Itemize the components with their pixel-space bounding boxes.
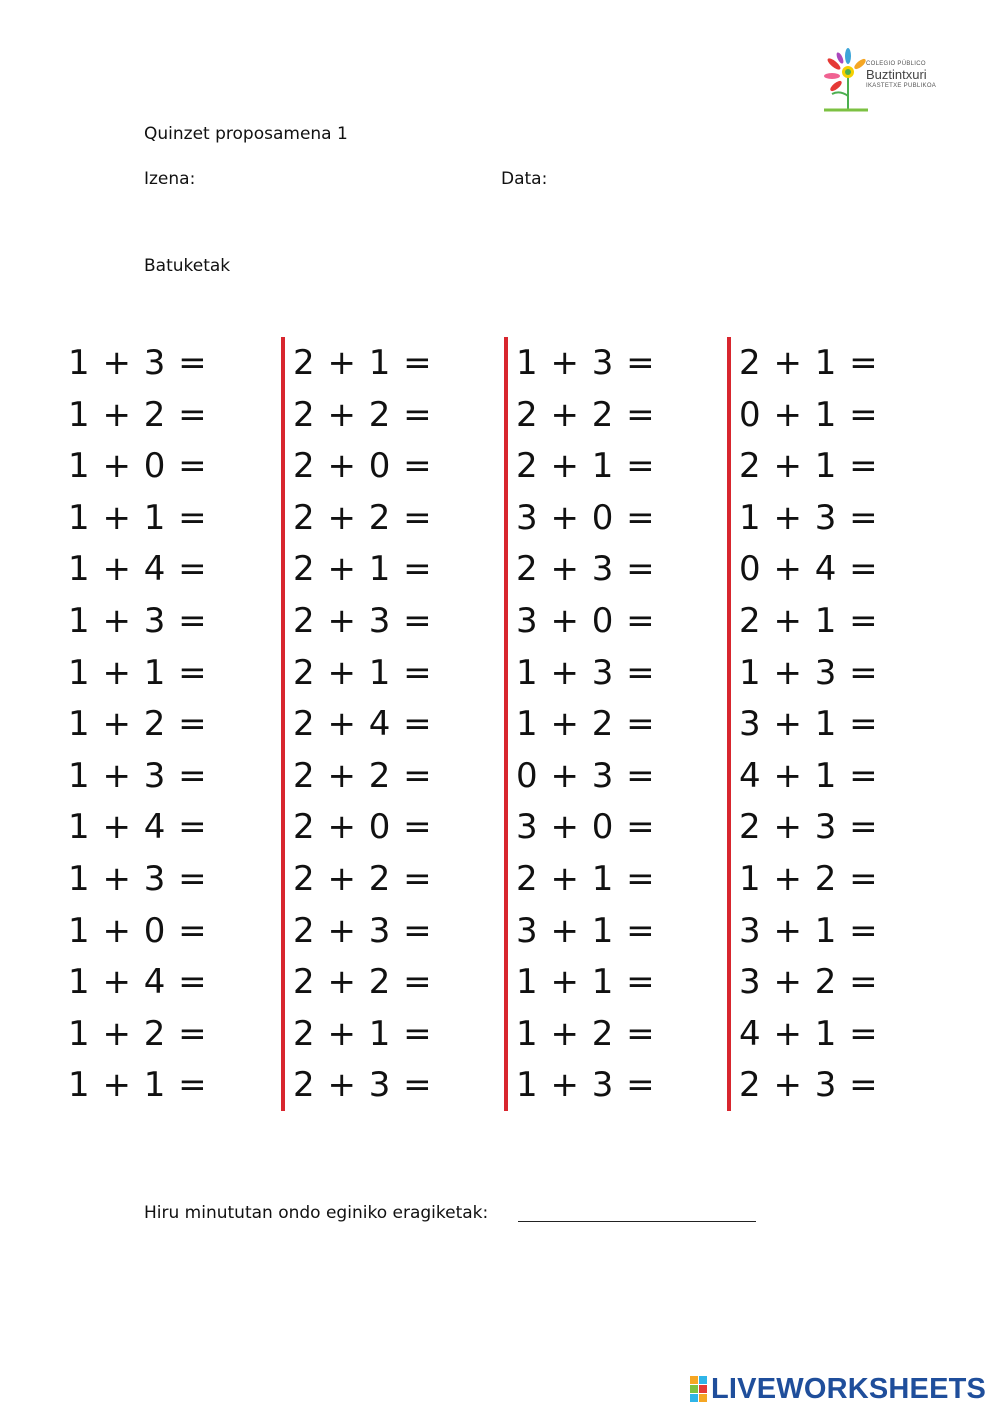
equation-item: 2 + 2 = <box>293 497 433 538</box>
equation-item: 2 + 2 = <box>293 755 433 796</box>
equation-item: 2 + 3 = <box>293 1065 433 1106</box>
equation-item: 2 + 1 = <box>293 549 433 590</box>
equation-item: 3 + 1 = <box>739 910 879 951</box>
equation-item: 0 + 1 = <box>739 394 879 435</box>
equation-item: 1 + 4 = <box>68 962 208 1003</box>
equation-item: 0 + 3 = <box>516 755 656 796</box>
equation-item: 1 + 3 = <box>516 343 656 383</box>
equation-item: 1 + 3 = <box>68 343 208 383</box>
equation-item: 2 + 3 = <box>516 549 656 590</box>
equation-item: 2 + 0 = <box>293 807 433 848</box>
equation-item: 1 + 1 = <box>68 497 208 538</box>
equation-item: 1 + 3 = <box>68 755 208 796</box>
school-name: Buztintxuri <box>866 67 927 82</box>
equation-item: 1 + 0 = <box>68 910 208 951</box>
brand-blocks-icon <box>690 1376 707 1402</box>
equation-item: 2 + 2 = <box>293 394 433 435</box>
worksheet-title: Quinzet proposamena 1 <box>144 124 348 144</box>
equation-item: 1 + 2 = <box>68 394 208 435</box>
completed-count-label: Hiru minututan ondo eginiko eragiketak: <box>144 1203 489 1223</box>
equation-item: 1 + 1 = <box>68 652 208 693</box>
equation-column-4 <box>739 338 939 1112</box>
equation-item: 1 + 3 = <box>68 858 208 899</box>
equation-item: 1 + 3 = <box>516 652 656 693</box>
equation-item: 2 + 1 = <box>516 446 656 487</box>
equation-item: 2 + 1 = <box>516 858 656 899</box>
equation-item: 1 + 2 = <box>516 1013 656 1054</box>
equation-item: 2 + 3 = <box>739 807 879 848</box>
equation-item: 3 + 0 = <box>516 807 656 848</box>
equation-item: 2 + 1 = <box>293 1013 433 1054</box>
equation-item: 4 + 1 = <box>739 755 879 796</box>
equation-item: 2 + 1 = <box>293 652 433 693</box>
equation-item: 0 + 4 = <box>739 549 879 590</box>
school-logo-text <box>866 60 936 90</box>
equation-column-2 <box>293 338 493 1112</box>
section-title: Batuketak <box>144 256 231 276</box>
equation-item: 2 + 1 = <box>739 343 879 383</box>
equation-item: 2 + 2 = <box>293 962 433 1003</box>
equation-item: 1 + 1 = <box>68 1065 208 1106</box>
equation-column-3 <box>516 338 716 1112</box>
equation-item: 2 + 4 = <box>293 704 433 745</box>
equation-item: 2 + 3 = <box>293 600 433 641</box>
equation-item: 1 + 3 = <box>739 652 879 693</box>
column-divider <box>504 337 508 1111</box>
equation-item: 1 + 2 = <box>739 858 879 899</box>
equation-item: 1 + 4 = <box>68 549 208 590</box>
liveworksheets-brand <box>690 1374 986 1404</box>
equation-item: 1 + 0 = <box>68 446 208 487</box>
equation-item: 2 + 1 = <box>293 343 433 383</box>
answer-line[interactable] <box>518 1221 756 1222</box>
date-label: Data: <box>501 169 548 189</box>
equation-item: 1 + 2 = <box>516 704 656 745</box>
equation-item: 2 + 2 = <box>293 858 433 899</box>
equation-item: 1 + 3 = <box>68 600 208 641</box>
equation-item: 3 + 0 = <box>516 600 656 641</box>
equation-item: 3 + 1 = <box>739 704 879 745</box>
equation-item: 2 + 3 = <box>739 1065 879 1106</box>
equation-item: 2 + 3 = <box>293 910 433 951</box>
equation-item: 2 + 1 = <box>739 446 879 487</box>
equation-item: 2 + 2 = <box>516 394 656 435</box>
name-label: Izena: <box>144 169 196 189</box>
equation-item: 4 + 1 = <box>739 1013 879 1054</box>
equation-item: 1 + 4 = <box>68 807 208 848</box>
equation-item: 3 + 0 = <box>516 497 656 538</box>
column-divider <box>727 337 731 1111</box>
school-sub-label: IKASTETXE PUBLIKOA <box>866 83 937 89</box>
equation-item: 1 + 2 = <box>68 704 208 745</box>
column-divider <box>281 337 285 1111</box>
school-small-label: COLEGIO PÚBLICO <box>866 61 926 67</box>
brand-text: LIVEWORKSHEETS <box>711 1372 987 1405</box>
equation-item: 1 + 2 = <box>68 1013 208 1054</box>
equation-item: 3 + 2 = <box>739 962 879 1003</box>
equation-item: 2 + 1 = <box>739 600 879 641</box>
equation-column-1 <box>68 338 268 1112</box>
equation-item: 1 + 3 = <box>739 497 879 538</box>
equation-item: 1 + 3 = <box>516 1065 656 1106</box>
equation-item: 2 + 0 = <box>293 446 433 487</box>
equation-item: 1 + 1 = <box>516 962 656 1003</box>
equation-item: 3 + 1 = <box>516 910 656 951</box>
flower-icon <box>820 44 870 114</box>
